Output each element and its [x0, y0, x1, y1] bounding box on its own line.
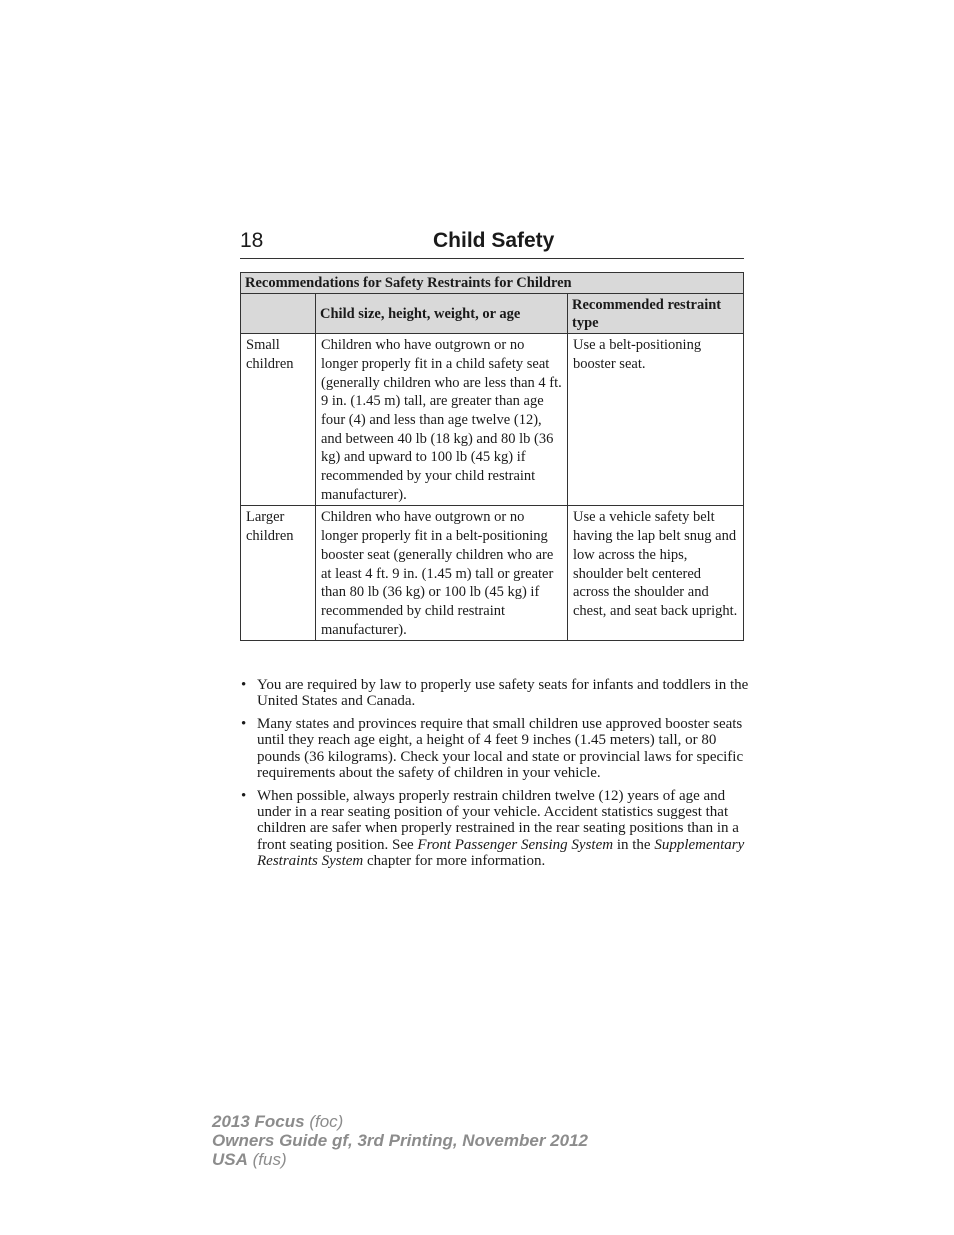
column-header-size: Child size, height, weight, or age [316, 293, 568, 333]
bullet-text: Many states and provinces require that small children use approved booster seats until they reach age eight, a height of 4 feet 9 inches (1.45 meters) tall, or 80 pounds (36 kilograms). Check your local and state or provincial laws for specific requirements about the safety of children in your vehicle. [257, 716, 744, 781]
table-row [241, 506, 744, 641]
bullet-item [240, 677, 750, 710]
bullet-text-part: in the [613, 836, 655, 853]
page-footer [212, 1112, 588, 1169]
bullet-item [240, 788, 750, 869]
bullet-dot-icon: • [241, 787, 247, 804]
cross-reference-front-passenger-sensing: Front Passenger Sensing System [417, 836, 614, 853]
row-restraint-cell: Use a belt-positioning booster seat. [568, 334, 744, 506]
bullet-text [257, 788, 750, 869]
bullet-item [240, 716, 750, 781]
footer-model-line [212, 1112, 588, 1131]
footer-guide-line [212, 1131, 588, 1150]
table-row [241, 334, 744, 506]
bullet-text: You are required by law to properly use safety seats for infants and toddlers in the United States and Canada. [257, 677, 749, 710]
footer-guide: Owners Guide gf, 3rd Printing, November 2012 [212, 1131, 588, 1150]
footer-market-line [212, 1150, 588, 1169]
chapter-title: Child Safety [433, 229, 555, 252]
column-header-category [241, 293, 316, 333]
page-number: 18 [240, 229, 264, 252]
column-header-restraint: Recommended restraint type [568, 293, 744, 333]
table-title-row [241, 273, 744, 294]
table-header-row [241, 293, 744, 333]
row-size-cell: Children who have outgrown or no longer properly fit in a belt-positioning booster seat (generally children who are at least 4 ft. 9 in. (1.45 m) tall or greater than 80 lb (36 kg) or 100 lb (45 kg) if recommended by child restraint manufacturer). [316, 506, 568, 641]
row-label: Small children [241, 334, 316, 506]
row-size-cell: Children who have outgrown or no longer properly fit in a child safety seat (generally children who are less than 4 ft. 9 in. (1.45 m) tall, are greater than age four (4) and less than age twelve (12), and between 40 lb (18 kg) and 80 lb (36 kg) and upward to 100 lb (45 kg) if recommended by your child restraint manufacturer). [316, 334, 568, 506]
page-header [240, 229, 744, 259]
cross-reference-supplementary-restraints: Supplementary Restraints System [257, 836, 745, 869]
row-label: Larger children [241, 506, 316, 641]
footer-model: 2013 Focus [212, 1112, 305, 1131]
table-title: Recommendations for Safety Restraints for Children [241, 273, 744, 294]
safety-restraints-table [240, 272, 744, 641]
footer-model-code: (foc) [309, 1112, 344, 1131]
footer-market: USA [212, 1150, 248, 1169]
footer-market-code: (fus) [252, 1150, 287, 1169]
bullet-text-part: When possible, always properly restrain children twelve (12) years of age and under in a rear seating position of your vehicle. Accident statistics suggest that children are safer when properly restrained in the rear seating positions than in a front seating position. See [257, 787, 739, 853]
bullet-list [240, 677, 750, 876]
bullet-dot-icon: • [241, 677, 247, 693]
bullet-dot-icon: • [241, 716, 247, 733]
row-restraint-cell: Use a vehicle safety belt having the lap belt snug and low across the hips, shoulder belt centered across the shoulder and chest, and seat back upright. [568, 506, 744, 641]
bullet-text-part: chapter for more information. [363, 852, 546, 869]
